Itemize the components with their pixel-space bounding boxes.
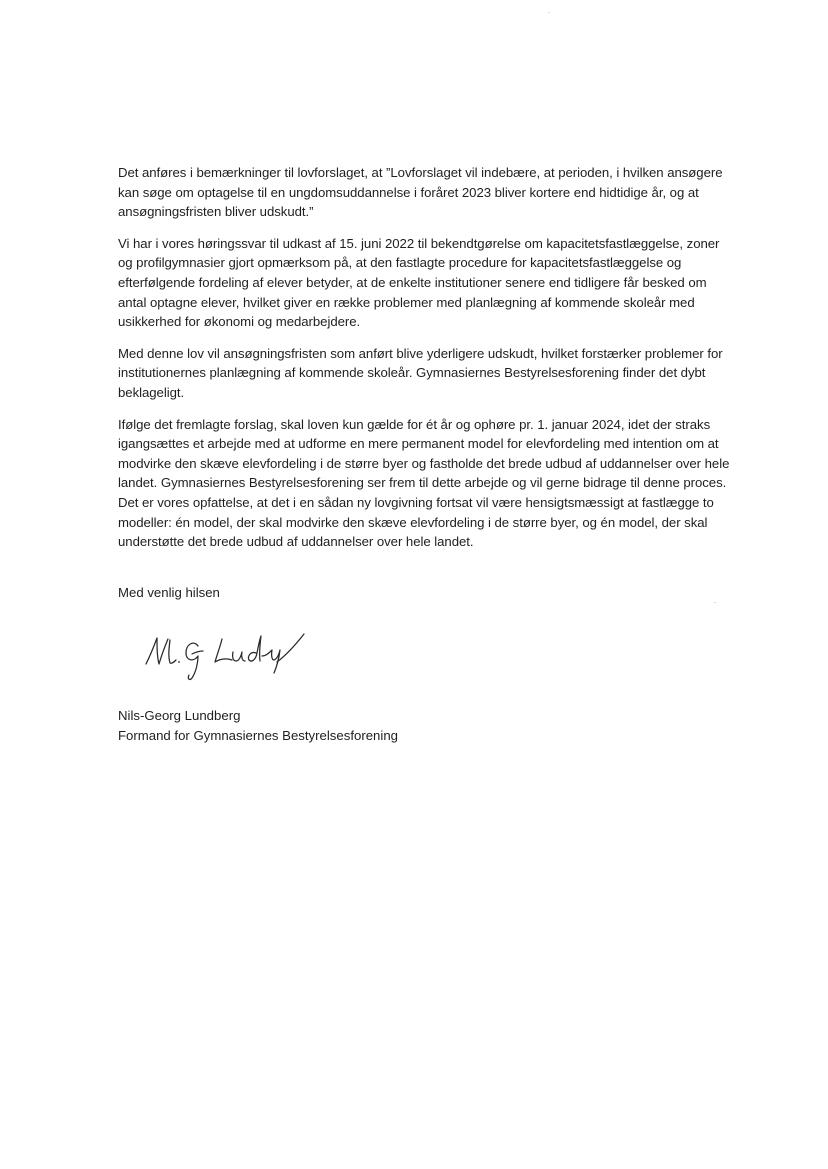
paragraph-2: Vi har i vores høringssvar til udkast af 15. juni 2022 til bekendtgørelse om kapacitetsfastlæggelse, zoner og profilgymnasier gjort opmærksom på, at den fastlagte procedure for kapacitetsfastlæggelse og efterfølgende fordeling af elever betyder, at de enkelte institutioner senere end tidligere får besked om antal optagne elever, hvilket giver en række problemer med planlægning af kommende skoleår med usikkerhed for økonomi og medarbejdere. [118,235,720,330]
closing-salutation: Med venlig hilsen [118,585,220,600]
paragraph-1: Det anføres i bemærkninger til lovforslaget, at ”Lovforslaget vil indebære, at perioden, i hvilken ansøgere kan søge om optagelse til en ungdomsuddannelse i foråret 2023 bliver kortere end hidtidige år, og at ansøgningsfristen bliver udskudt.” [118,165,723,220]
paragraph-3: Med denne lov vil ansøgningsfristen som anført blive yderligere udskudt, hvilket forstærker problemer for institutionernes planlægning af kommende skoleår. Gymnasiernes Bestyrelsesforening finder det dybt beklageligt. [118,345,723,400]
scan-speck [548,12,550,13]
scan-speck [714,602,716,603]
letter-body [118,163,730,564]
signatory-block [118,706,398,746]
paragraph-4: Ifølge det fremlagte forslag, skal loven kun gælde for ét år og ophøre pr. 1. januar 2024, idet der straks igangsættes et arbejde med at udforme en mere permanent model for elevfordeling med intention om at modvirke den skæve elevfordeling i de større byer og fastholde det brede udbud af uddannelser over hele landet. Gymnasiernes Bestyrelsesforening ser frem til dette arbejde og vil gerne bidrage til denne proces. Det er vores opfattelse, at det i en sådan ny lovgivning fortsat vil være hensigtsmæssigt at fastlægge to modeller: én model, der skal modvirke den skæve elevfordeling i de større byer, og én model, der skal understøtte det brede udbud af uddannelser over hele landet. [118,416,730,550]
signatory-title: Formand for Gymnasiernes Bestyrelsesforening [118,728,398,743]
handwritten-signature [140,626,310,688]
signatory-name: Nils-Georg Lundberg [118,708,241,723]
signature-image [140,626,310,688]
